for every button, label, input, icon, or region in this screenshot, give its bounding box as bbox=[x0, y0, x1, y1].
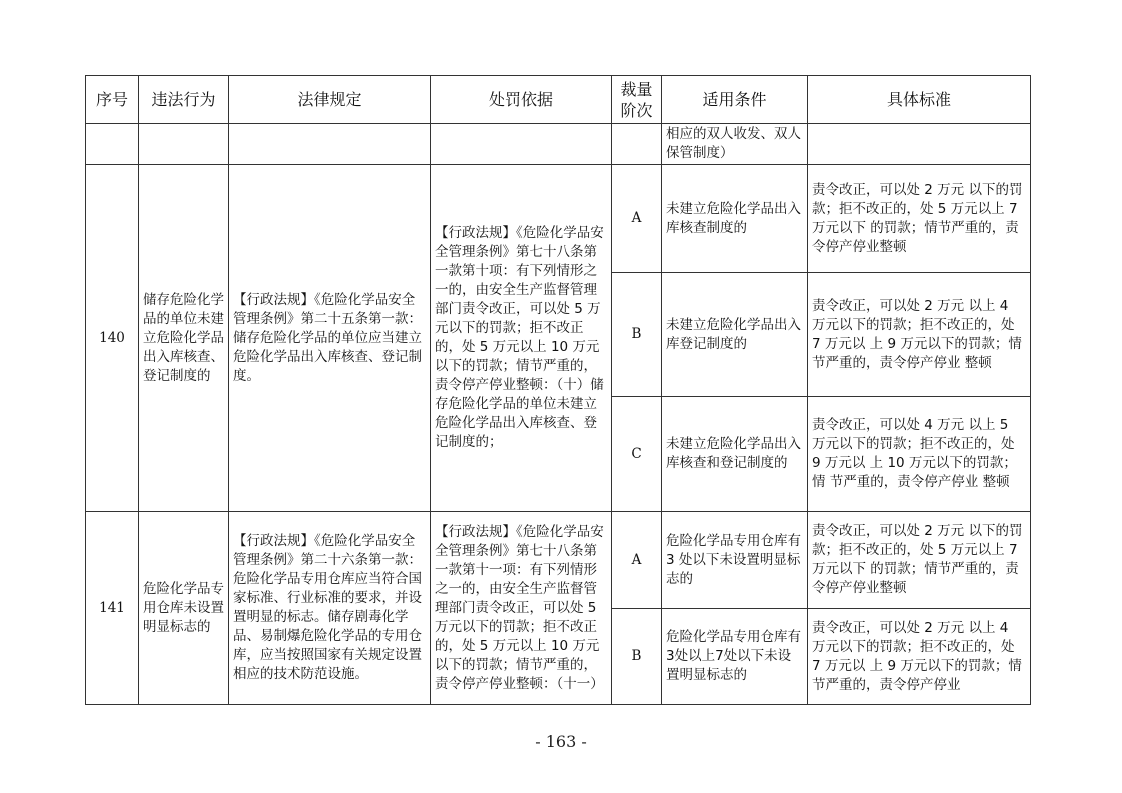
applicable-condition: 危险化学品专用仓库有3处以上7处以下未设置明显标志的 bbox=[662, 609, 808, 705]
continued-no bbox=[86, 124, 139, 165]
applicable-condition: 未建立危险化学品出入库核查制度的 bbox=[662, 165, 808, 273]
applicable-condition: 未建立危险化学品出入库核查和登记制度的 bbox=[662, 397, 808, 512]
legal-provision: 【行政法规】《危险化学品安全管理条例》第二十五条第一款：储存危险化学品的单位应当建立危险化学品出入库核查、登记制度。 bbox=[229, 165, 431, 512]
row-number: 140 bbox=[86, 165, 139, 512]
penalty-standards-table bbox=[85, 75, 1031, 705]
page-number: - 163 - bbox=[535, 732, 587, 751]
specific-standard: 责令改正，可以处 2 万元 以下的罚款；拒不改正的，处 5 万元以上 7 万元以下 的罚款；情节严重的，责 令停产停业整顿 bbox=[808, 512, 1031, 609]
tier-a: A bbox=[612, 165, 662, 273]
penalty-basis: 【行政法规】《危险化学品安全管理条例》第七十八条第一款第十一项：有下列情形之一的，由安全生产监督管理部门责令改正，可以处 5 万元以下的罚款；拒不改正的，处 5 万元以上 10 万元以下的罚款；情节严重的，责令停产停业整顿：（十一） bbox=[431, 512, 612, 705]
violation-behavior: 储存危险化学品的单位未建立危险化学品出入库核查、登记制度的 bbox=[139, 165, 229, 512]
specific-standard: 责令改正，可以处 2 万元 以上 4 万元以下的罚款；拒不改正的，处 7 万元以 上 9 万元以下的罚款；情 节严重的，责令停产停业 bbox=[808, 609, 1031, 705]
continued-behavior bbox=[139, 124, 229, 165]
header-standard: 具体标准 bbox=[808, 76, 1031, 124]
continued-basis bbox=[431, 124, 612, 165]
header-behavior: 违法行为 bbox=[139, 76, 229, 124]
header-no: 序号 bbox=[86, 76, 139, 124]
specific-standard: 责令改正，可以处 4 万元 以上 5 万元以下的罚款；拒不改正的，处 9 万元以 上 10 万元以下的罚款；情 节严重的，责令停产停业 整顿 bbox=[808, 397, 1031, 512]
continued-standard bbox=[808, 124, 1031, 165]
tier-b: B bbox=[612, 273, 662, 397]
applicable-condition: 危险化学品专用仓库有 3 处以下未设置明显标志的 bbox=[662, 512, 808, 609]
legal-provision: 【行政法规】《危险化学品安全管理条例》第二十六条第一款：危险化学品专用仓库应当符合国家标准、行业标准的要求，并设置明显的标志。储存剧毒化学品、易制爆危险化学品的专用仓库，应当按照国家有关规定设置相应的技术防范设施。 bbox=[229, 512, 431, 705]
table-row-141-a bbox=[86, 512, 1031, 609]
header-basis: 处罚依据 bbox=[431, 76, 612, 124]
specific-standard: 责令改正，可以处 2 万元 以下的罚款；拒不改正的，处 5 万元以上 7 万元以下 的罚款；情节严重的，责 令停产停业整顿 bbox=[808, 165, 1031, 273]
penalty-basis: 【行政法规】《危险化学品安全管理条例》第七十八条第一款第十项：有下列情形之一的，由安全生产监督管理部门责令改正，可以处 5 万元以下的罚款；拒不改正的，处 5 万元以上 10 万元以下的罚款；情节严重的，责令停产停业整顿：（十）储存危险化学品的单位未建立危险化学品出入库核查、登记制度的； bbox=[431, 165, 612, 512]
table-row-140-a bbox=[86, 165, 1031, 273]
header-condition: 适用条件 bbox=[662, 76, 808, 124]
applicable-condition: 未建立危险化学品出入库登记制度的 bbox=[662, 273, 808, 397]
violation-behavior: 危险化学品专用仓库未设置明显标志的 bbox=[139, 512, 229, 705]
tier-b: B bbox=[612, 609, 662, 705]
specific-standard: 责令改正，可以处 2 万元 以上 4 万元以下的罚款；拒不改正的，处 7 万元以 上 9 万元以下的罚款；情 节严重的，责令停产停业 整顿 bbox=[808, 273, 1031, 397]
continued-tier bbox=[612, 124, 662, 165]
tier-c: C bbox=[612, 397, 662, 512]
header-row bbox=[86, 76, 1031, 124]
continued-condition: 相应的双人收发、双人保管制度） bbox=[662, 124, 808, 165]
header-law: 法律规定 bbox=[229, 76, 431, 124]
header-tier: 裁量阶次 bbox=[612, 76, 662, 124]
row-number: 141 bbox=[86, 512, 139, 705]
table-row-continued bbox=[86, 124, 1031, 165]
continued-law bbox=[229, 124, 431, 165]
tier-a: A bbox=[612, 512, 662, 609]
